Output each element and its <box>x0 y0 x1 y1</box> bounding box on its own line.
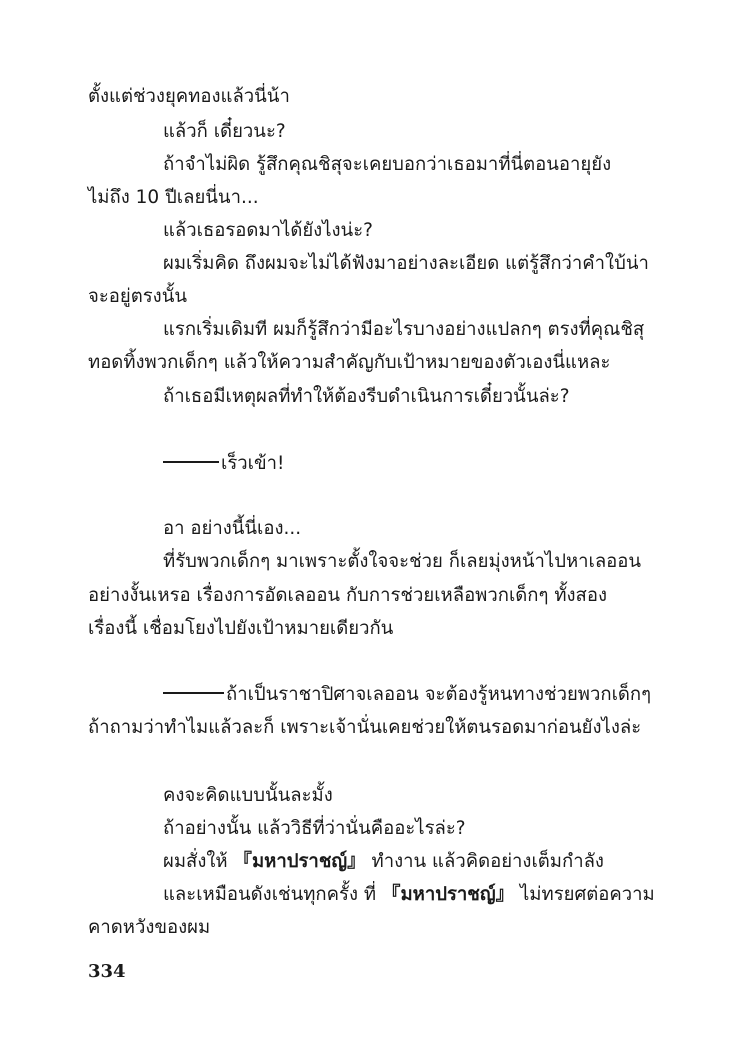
text-segment: และเหมือนดังเช่นทุกครั้ง ที่ <box>163 884 382 905</box>
text-line: ถ้าเธอมีเหตุผลที่ทำให้ต้องรีบดำเนินการเดี๋ยวนั้นล่ะ? <box>163 386 570 407</box>
text-line: เรื่องนี้ เชื่อมโยงไปยังเป้าหมายเดียวกัน <box>88 618 394 639</box>
text-line: คาดหวังของผม <box>88 917 211 938</box>
text-segment: ไม่ทรยศต่อความ <box>514 884 655 905</box>
text-line: ไม่ถึง 10 ปีเลยนี่นา... <box>88 187 259 208</box>
text-line: อา อย่างนี้นี่เอง... <box>163 518 302 539</box>
text-line: ถ้าจำไม่ผิด รู้สึกคุณชิสุจะเคยบอกว่าเธอมาที่นี่ตอนอายุยัง <box>163 154 612 175</box>
text-line <box>163 849 654 875</box>
text-line: คงจะคิดแบบนั้นละมั้ง <box>163 785 333 806</box>
dialogue-line <box>163 451 654 477</box>
page-number: 334 <box>88 961 126 982</box>
text-line: ถ้าถามว่าทำไมแล้วละก็ เพราะเจ้านั่นเคยช่วยให้ตนรอดมาก่อนยังไงล่ะ <box>88 717 642 738</box>
text-line: อย่างงั้นเหรอ เรื่องการอัดเลออน กับการช่วยเหลือพวกเด็กๆ ทั้งสอง <box>88 585 607 606</box>
text-line: ถ้าอย่างนั้น แล้ววิธีที่ว่านั่นคืออะไรล่ะ? <box>163 818 466 839</box>
em-dash <box>163 692 224 694</box>
text-line: ที่รับพวกเด็กๆ มาเพราะตั้งใจจะช่วย ก็เลยมุ่งหน้าไปหาเลออน <box>163 551 642 572</box>
skill-name: 『มหาปราชญ์』 <box>381 884 515 905</box>
dialogue-text: เร็วเข้า! <box>221 453 285 474</box>
skill-name: 『มหาปราชญ์』 <box>233 851 366 872</box>
text-line: แล้วก็ เดี๋ยวนะ? <box>163 121 286 142</box>
dialogue-text: ถ้าเป็นราชาปิศาจเลออน จะต้องรู้หนทางช่วยพวกเด็กๆ <box>226 684 652 705</box>
text-line: ตั้งแต่ช่วงยุคทองแล้วนี่น้า <box>88 86 290 107</box>
text-line: จะอยู่ตรงนั้น <box>88 286 188 307</box>
text-segment: ผมสั่งให้ <box>163 851 234 872</box>
em-dash <box>163 461 219 463</box>
text-segment: ทำงาน แล้วคิดอย่างเต็มกำลัง <box>365 851 604 872</box>
text-line: ผมเริ่มคิด ถึงผมจะไม่ได้ฟังมาอย่างละเอียด แต่รู้สึกว่าคำใบ้น่า <box>163 253 649 274</box>
text-line: แรกเริ่มเดิมที ผมก็รู้สึกว่ามีอะไรบางอย่างแปลกๆ ตรงที่คุณชิสุ <box>163 319 645 340</box>
text-line: ทอดทิ้งพวกเด็กๆ แล้วให้ความสำคัญกับเป้าหมายของตัวเองนี่แหละ <box>88 352 611 373</box>
dialogue-line <box>163 682 654 708</box>
text-line <box>163 882 654 908</box>
text-line: แล้วเธอรอดมาได้ยังไงน่ะ? <box>163 220 373 241</box>
